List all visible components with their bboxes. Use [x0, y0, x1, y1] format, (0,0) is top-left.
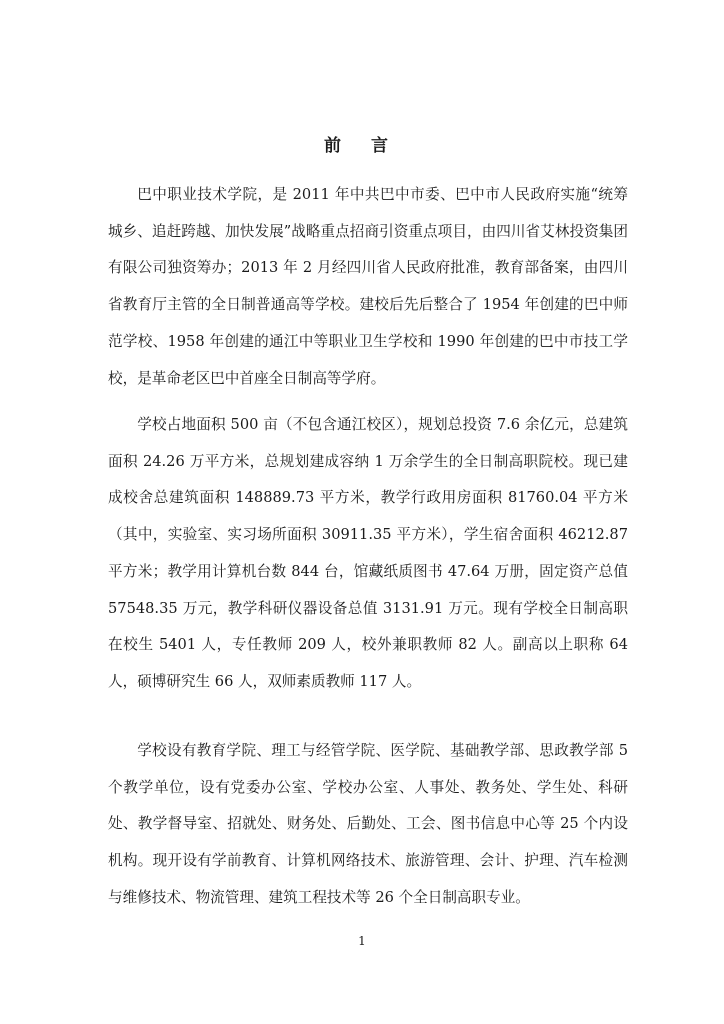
paragraph-organization: 学校设有教育学院、理工与经管学院、医学院、基础教学部、思政教学部 5 个教学单位，设有党委办公室、学校办公室、人事处、教务处、学生处、科研处、教学督导室、招就处、财务处、后勤处、工会、图书信息中心等 25 个内设机构。现开设有学前教育、计算机网络技术、旅游管理、会计、护理、汽车检测与维修技术、物流管理、建筑工程技术等 26 个全日制高职专业。 — [108, 742, 628, 906]
page-number: 1 — [358, 934, 366, 948]
paragraph-introduction: 巴中职业技术学院，是 2011 年中共巴中市委、巴中市人民政府实施“统筹城乡、追赶跨越、加快发展”战略重点招商引资重点项目，由四川省艾林投资集团有限公司独资筹办；2013 年 2 月经四川省人民政府批准，教育部备案，由四川省教育厅主管的全日制普通高等学校。建校后先后整合了 1954 年创建的巴中师范学校、1958 年创建的通江中等职业卫生学校和 1990 年创建的巴中市技工学校，是革命老区巴中首座全日制高等学府。 — [108, 186, 628, 387]
paragraph-campus-facilities: 学校占地面积 500 亩（不包含通江校区），规划总投资 7.6 余亿元，总建筑面积 24.26 万平方米，总规划建成容纳 1 万余学生的全日制高职院校。现已建成校舍总建筑面积 148889.73 平方米，教学行政用房面积 81760.04 平方米（其中，实验室、实习场所面积 30911.35 平方米），学生宿舍面积 46212.87 平方米；教学用计算机台数 844 台，馆藏纸质图书 47.64 万册，固定资产总值 57548.35 万元，教学科研仪器设备总值 3131.91 万元。现有学校全日制高职在校生 5401 人，专任教师 209 人，校外兼职教师 82 人。副高以上职称 64 人，硕博研究生 66 人，双师素质教师 117 人。 — [108, 416, 628, 690]
page-title: 前 言 — [324, 136, 400, 157]
